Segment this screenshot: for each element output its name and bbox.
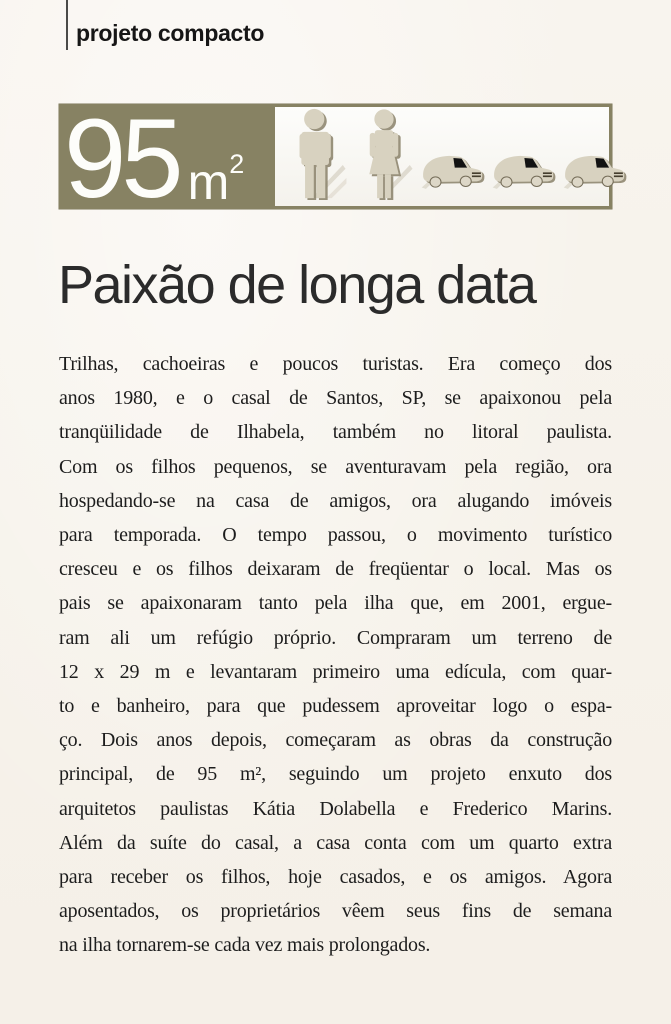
body-line: 12 x 29 m e levantaram primeiro uma edícula, com quar-: [59, 660, 612, 683]
woman-icon: [354, 108, 414, 200]
body-line: Trilhas, cachoeiras e poucos turistas. Era começo dos: [59, 353, 612, 375]
body-line: na ilha tornarem-se cada vez mais prolongados.: [59, 934, 431, 957]
area-figure: [59, 95, 275, 221]
area-value: 95: [64, 95, 179, 221]
body-line: anos 1980, e o casal de Santos, SP, se apaixonou pela: [59, 387, 612, 410]
body-line: tranqüilidade de Ilhabela, também no litoral paulista.: [59, 421, 612, 444]
section-title: projeto compacto: [76, 20, 265, 46]
icon-panel: [275, 107, 609, 206]
header-rule: [66, 0, 68, 50]
body-line: to e banheiro, para que pudessem aproveitar logo o espa-: [59, 695, 612, 718]
body-line: ço. Dois anos depois, começaram as obras da construção: [59, 729, 612, 752]
body-line: principal, de 95 m², seguindo um projeto enxuto dos: [59, 763, 612, 786]
car-icon: [490, 143, 556, 199]
body-line: arquitetos paulistas Kátia Dolabella e Frederico Marins.: [59, 797, 612, 820]
body-line: ram ali um refúgio próprio. Compraram um terreno de: [59, 626, 612, 649]
man-icon: [285, 108, 349, 200]
car-icon: [561, 143, 627, 199]
body-line: aposentados, os proprietários vêem seus fins de semana: [59, 900, 612, 923]
body-line: Além da suíte do casal, a casa conta com um quarto extra: [59, 831, 612, 854]
body-line: Com os filhos pequenos, se aventuravam pela região, ora: [59, 455, 612, 478]
body-line: pais se apaixonaram tanto pela ilha que, em 2001, ergue-: [59, 592, 612, 615]
car-icon: [419, 143, 485, 199]
body-line: cresceu e os filhos deixaram de freqüentar o local. Mas os: [59, 558, 612, 581]
article-title: Paixão de longa data: [58, 255, 536, 315]
area-banner: [59, 95, 612, 221]
article-body: [59, 347, 612, 963]
body-line: para receber os filhos, hoje casados, e os amigos. Agora: [59, 866, 612, 889]
area-unit: $m^2$: [187, 149, 244, 210]
area-exponent: 2: [229, 149, 244, 179]
body-line: para temporada. O tempo passou, o movimento turístico: [59, 524, 612, 547]
body-line: hospedando-se na casa de amigos, ora alugando imóveis: [59, 489, 612, 512]
